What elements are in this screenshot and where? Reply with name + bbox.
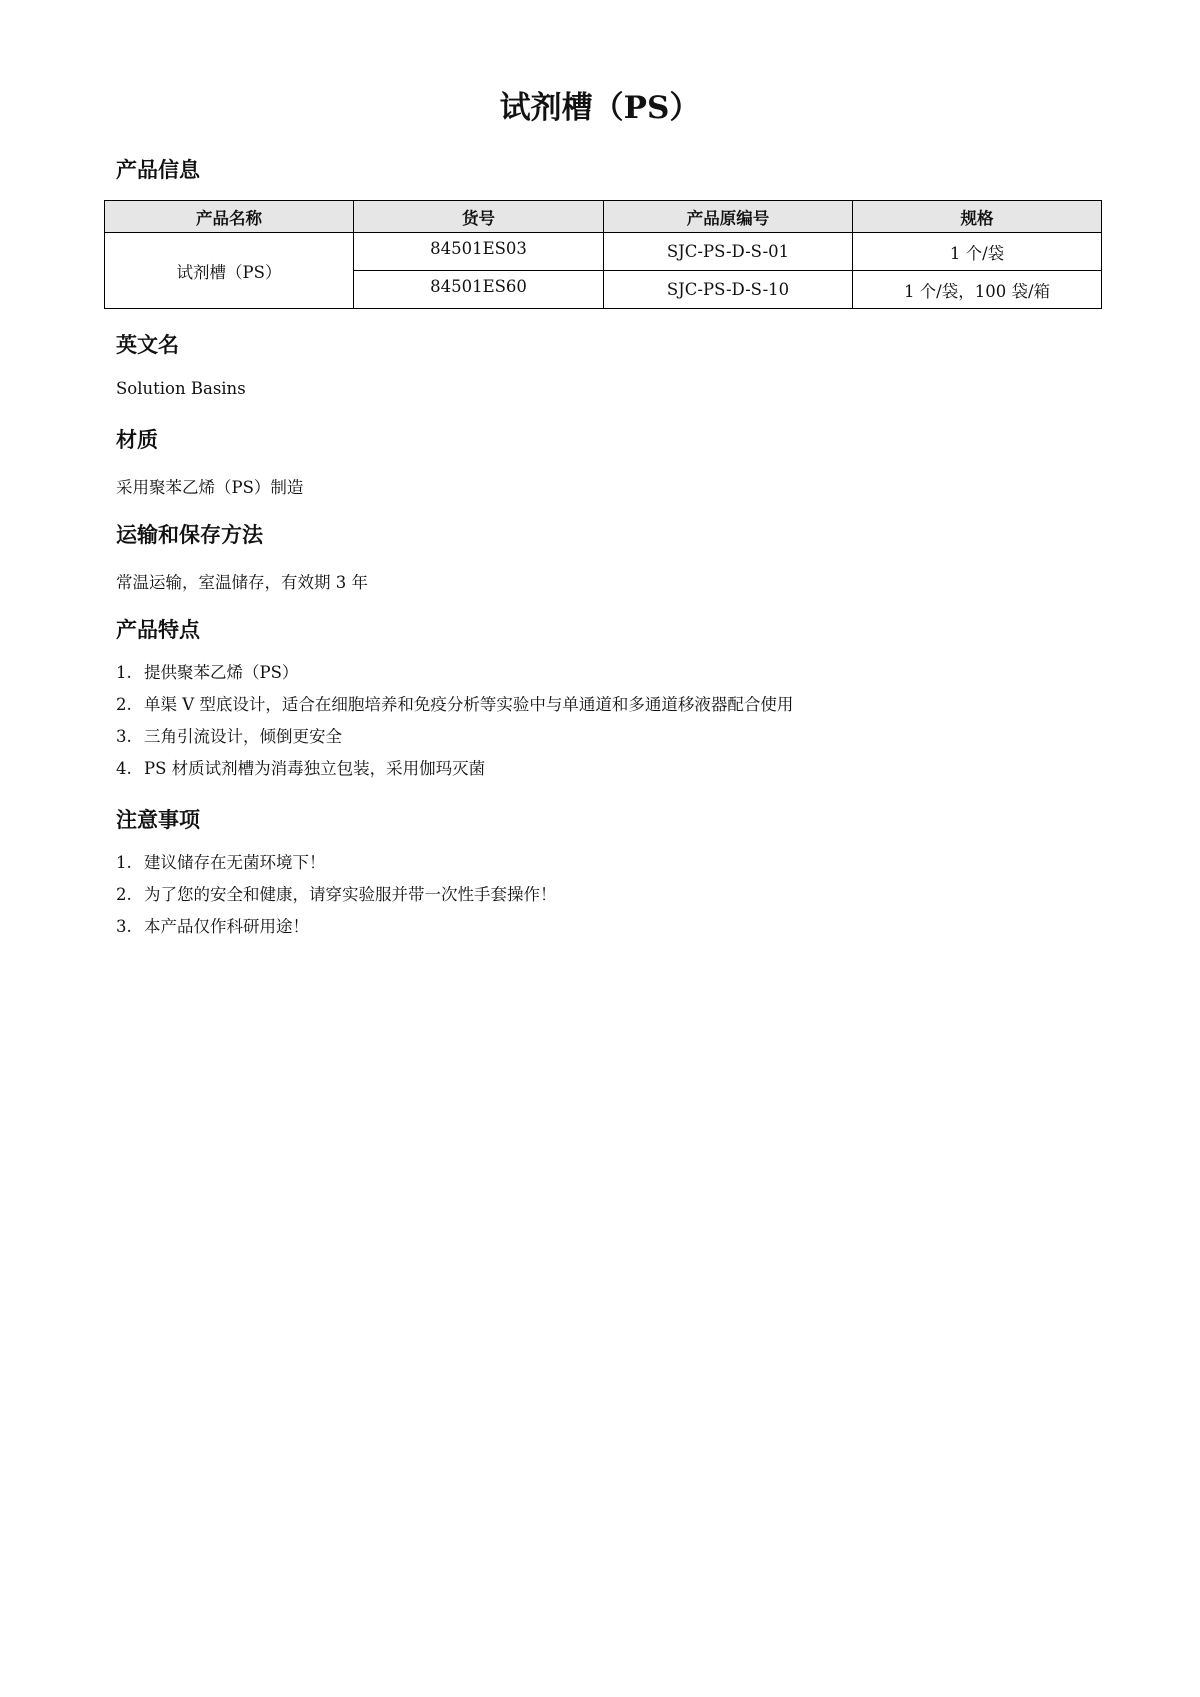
section-heading-notes: 注意事项 <box>116 807 200 832</box>
column-header: 规格 <box>853 201 1102 233</box>
storage-text: 常温运输，室温储存，有效期 3 年 <box>116 573 368 592</box>
list-text: 本产品仅作科研用途！ <box>144 917 309 936</box>
catalog-number-cell: 84501ES03 <box>354 233 604 271</box>
material-text: 采用聚苯乙烯（PS）制造 <box>116 478 304 497</box>
spec-cell: 1 个/袋 <box>853 233 1102 271</box>
section-heading-storage: 运输和保存方法 <box>116 522 263 547</box>
english-name-text: Solution Basins <box>116 379 246 398</box>
original-number-cell: SJC-PS-D-S-10 <box>604 271 853 309</box>
list-number: 1. <box>116 663 132 682</box>
list-number: 3. <box>116 727 132 746</box>
list-number: 2. <box>116 885 132 904</box>
catalog-number-cell: 84501ES60 <box>354 271 604 309</box>
list-text: 单渠 V 型底设计，适合在细胞培养和免疫分析等实验中与单通道和多通道移液器配合使用 <box>144 695 794 714</box>
list-text: PS 材质试剂槽为消毒独立包装，采用伽玛灭菌 <box>144 759 486 778</box>
list-text: 三角引流设计，倾倒更安全 <box>144 727 342 746</box>
column-header: 产品名称 <box>105 201 354 233</box>
list-item <box>116 847 557 879</box>
original-number-cell: SJC-PS-D-S-01 <box>604 233 853 271</box>
section-heading-english-name: 英文名 <box>116 332 179 357</box>
list-text: 建议储存在无菌环境下！ <box>144 853 326 872</box>
list-text: 为了您的安全和健康，请穿实验服并带一次性手套操作！ <box>144 885 557 904</box>
list-item <box>116 689 793 721</box>
section-heading-features: 产品特点 <box>116 617 200 642</box>
notes-list <box>116 847 557 943</box>
product-name-cell: 试剂槽（PS） <box>105 233 354 309</box>
list-item <box>116 721 793 753</box>
spec-cell: 1 个/袋，100 袋/箱 <box>853 271 1102 309</box>
list-number: 1. <box>116 853 132 872</box>
list-text: 提供聚苯乙烯（PS） <box>144 663 299 682</box>
table-row <box>105 233 1102 271</box>
list-number: 3. <box>116 917 132 936</box>
document-title: 试剂槽（PS） <box>499 90 701 126</box>
section-heading-product-info: 产品信息 <box>116 157 200 182</box>
list-item <box>116 657 793 689</box>
product-info-table <box>104 200 1102 309</box>
section-heading-material: 材质 <box>116 427 158 452</box>
features-list <box>116 657 793 785</box>
list-item <box>116 879 557 911</box>
list-item <box>116 753 793 785</box>
table-header-row <box>105 201 1102 233</box>
list-number: 4. <box>116 759 132 778</box>
column-header: 货号 <box>354 201 604 233</box>
column-header: 产品原编号 <box>604 201 853 233</box>
list-number: 2. <box>116 695 132 714</box>
list-item <box>116 911 557 943</box>
